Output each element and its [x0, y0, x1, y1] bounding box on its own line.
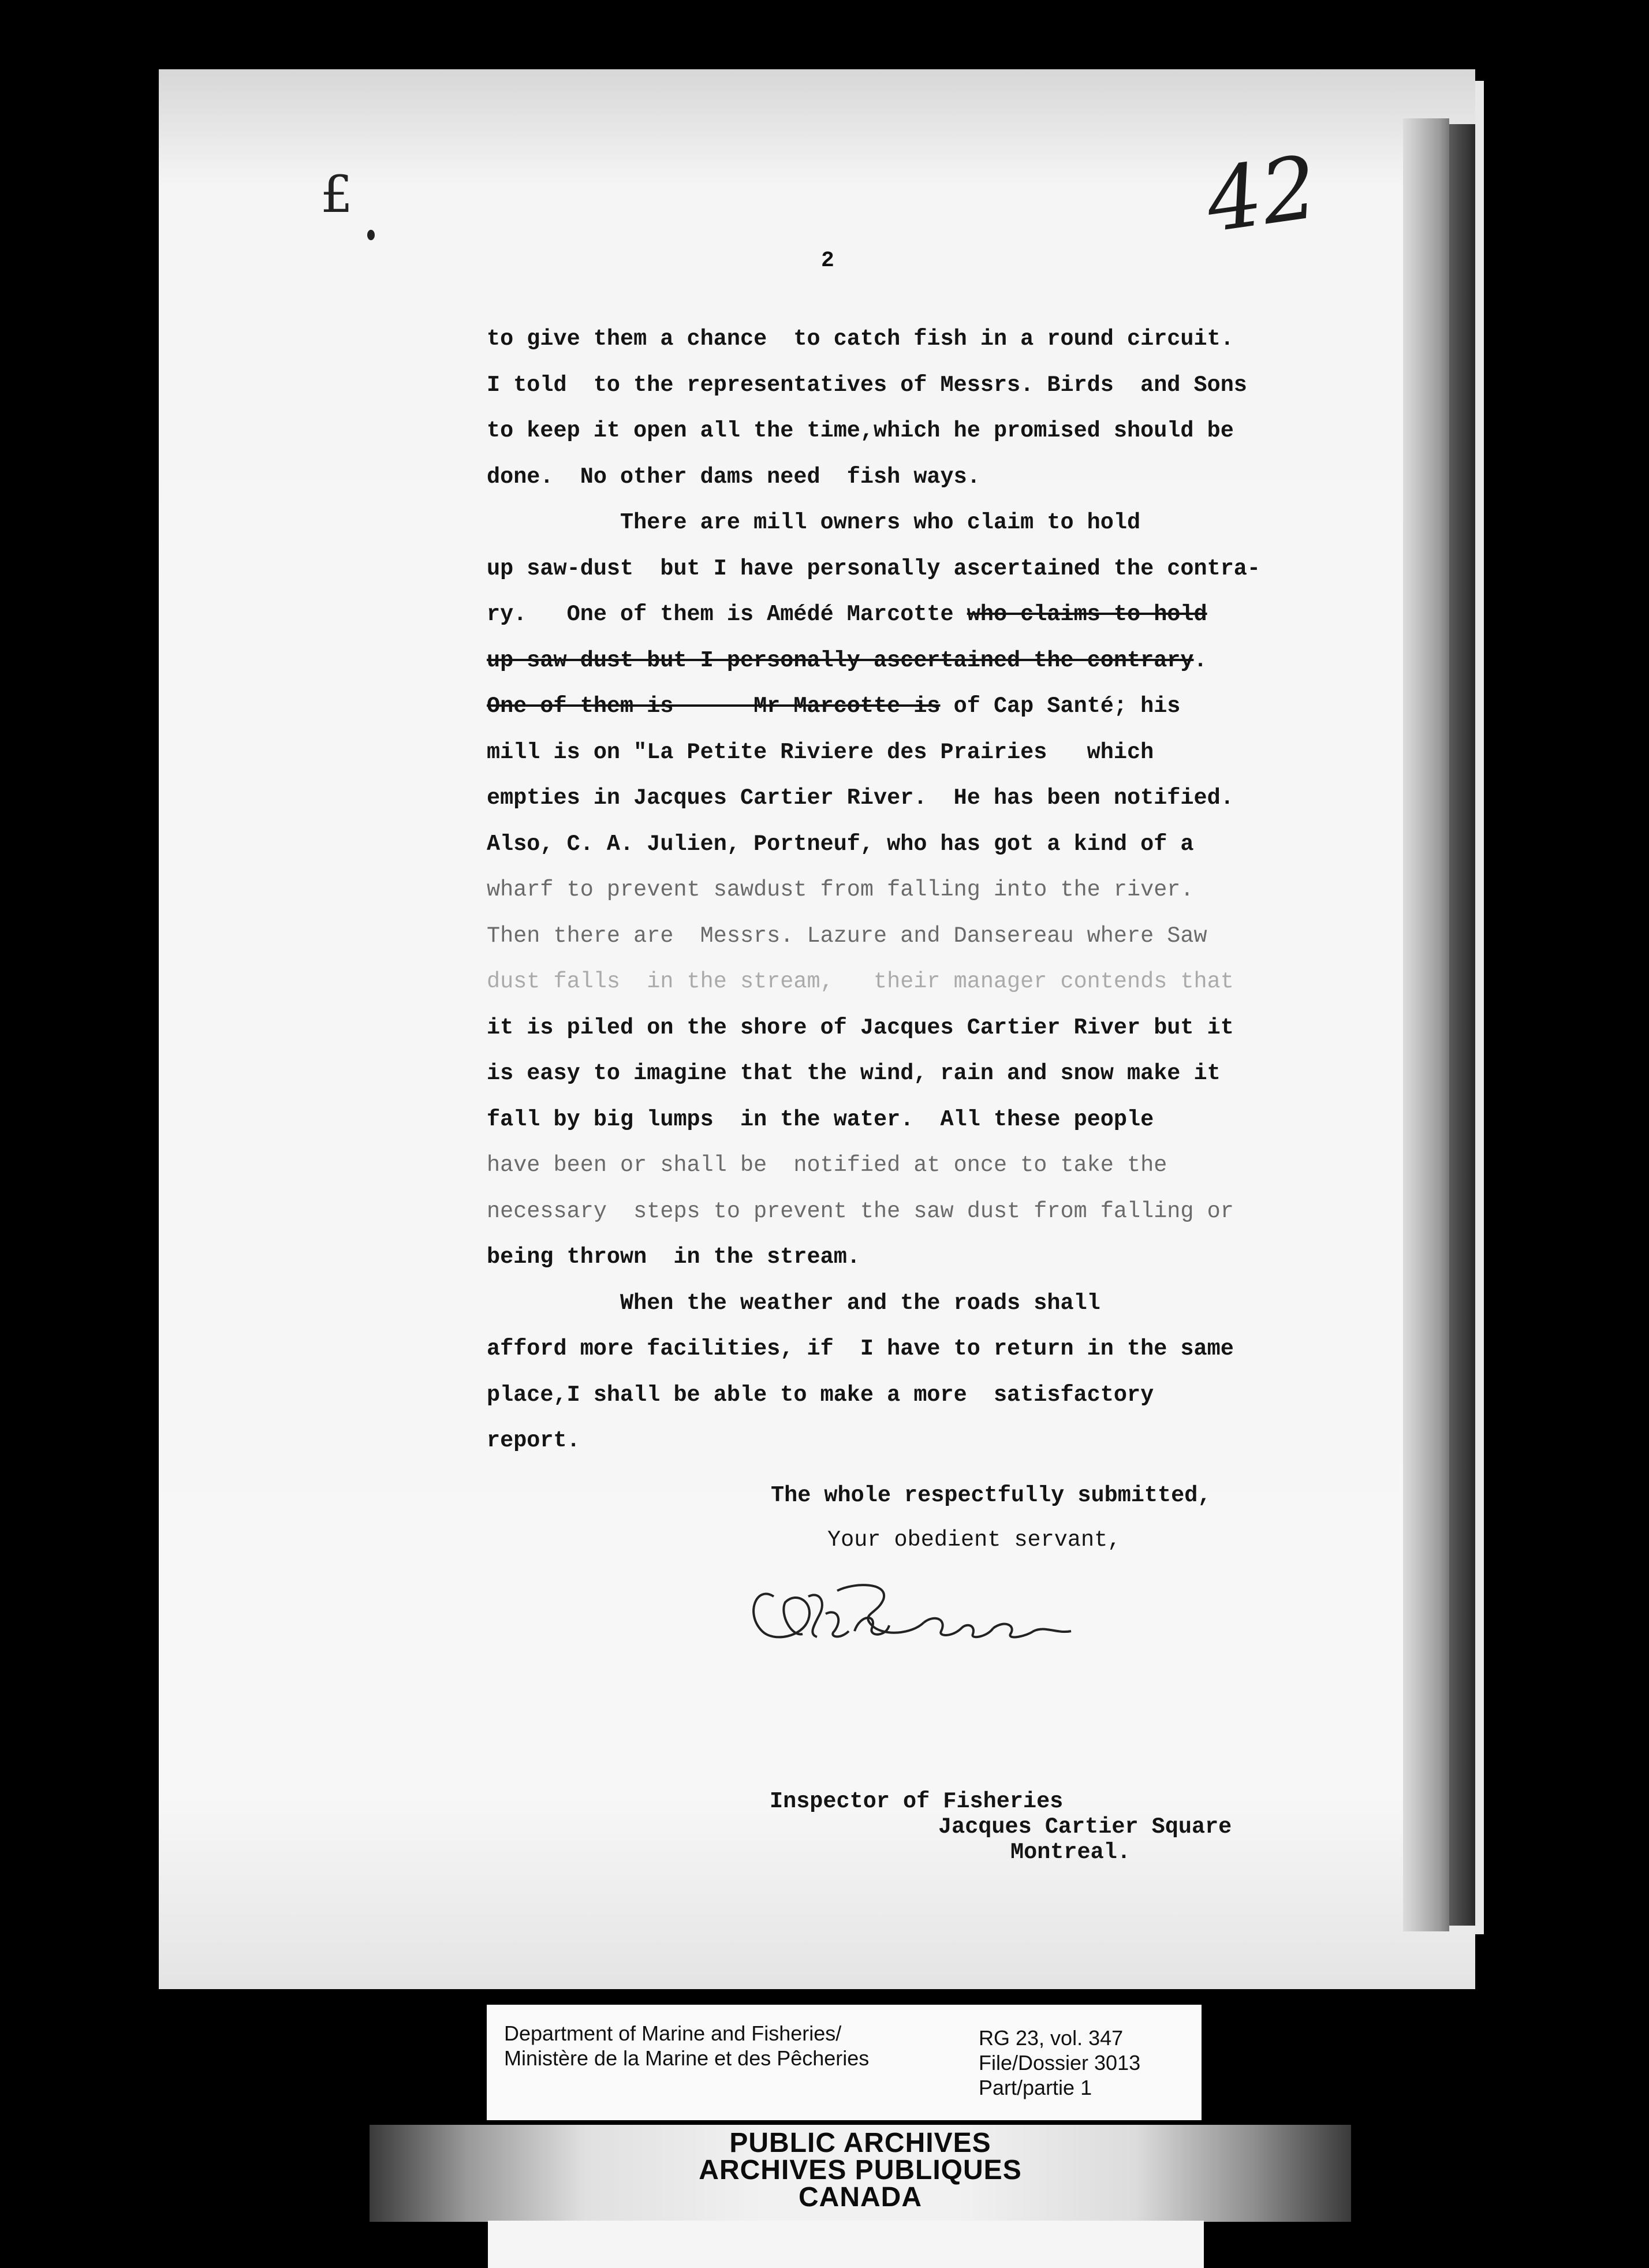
line-text: report.: [487, 1428, 580, 1453]
record-reference: [979, 2025, 1140, 2100]
text-line: [487, 1372, 1307, 1419]
line-text: afford more facilities, if I have to return in the same: [487, 1336, 1234, 1361]
line-text: fall by big lumps in the water. All these people: [487, 1106, 1154, 1132]
struck-text: up saw dust but I personally ascertained the contrary: [487, 647, 1194, 673]
department-label: [504, 2021, 869, 2071]
text-line: [487, 867, 1307, 913]
stamp-bottom-strip: [488, 2221, 1204, 2268]
part-number: Part/partie 1: [979, 2076, 1092, 2099]
closing-servant: Your obedient servant,: [827, 1527, 1121, 1553]
department-en: Department of Marine and Fisheries/: [504, 2021, 842, 2045]
text-line: [487, 1418, 1307, 1464]
page-edge: [1403, 118, 1449, 1931]
line-text: necessary steps to prevent the saw dust from falling or: [487, 1198, 1234, 1224]
closing-line: The whole respectfully submitted,: [771, 1483, 1211, 1508]
text-line: [487, 822, 1307, 868]
line-text: have been or shall be notified at once to take the: [487, 1152, 1167, 1178]
signoff-title: Inspector of Fisheries: [770, 1789, 1064, 1814]
line-text: up saw-dust but I have personally ascertained the contra-: [487, 555, 1261, 581]
text-line: [487, 316, 1307, 363]
struck-text: who claims to hold: [967, 602, 1207, 627]
corner-mark: £: [320, 165, 353, 224]
text-line: [487, 1143, 1307, 1189]
page-number: 2: [821, 248, 834, 273]
text-line: [487, 684, 1307, 730]
text-line: [487, 363, 1307, 409]
text-line: [487, 408, 1307, 454]
line-text: mill is on "La Petite Riviere des Prairies which: [487, 739, 1154, 765]
text-line: [487, 775, 1307, 822]
line-text: ry. One of them is Amédé Marcotte: [487, 602, 967, 627]
line-text: place,I shall be able to make a more satisfactory: [487, 1382, 1154, 1408]
department-fr: Ministère de la Marine et des Pêcheries: [504, 2046, 870, 2070]
text-line: [487, 500, 1307, 546]
stamp-line-1: PUBLIC ARCHIVES: [729, 2128, 991, 2158]
signoff-city: Montreal.: [1010, 1840, 1131, 1865]
text-line: [487, 1097, 1307, 1143]
ink-dot: [367, 230, 375, 240]
text-line: [487, 546, 1307, 592]
text-line: [487, 454, 1307, 501]
text-line: [487, 913, 1307, 960]
line-text: it is piled on the shore of Jacques Cartier River but it: [487, 1014, 1234, 1040]
line-text: being thrown in the stream.: [487, 1244, 860, 1270]
text-line: [487, 1234, 1307, 1281]
text-line: [487, 1051, 1307, 1097]
text-line: [487, 1189, 1307, 1235]
struck-text: One of them is Mr Marcotte is: [487, 693, 941, 719]
text-line: [487, 592, 1307, 638]
record-group: RG 23, vol. 347: [979, 2026, 1124, 2050]
line-continuation: of Cap Santé; his: [940, 693, 1181, 719]
text-line: [487, 638, 1307, 684]
line-text: I told to the representatives of Messrs. Birds and Sons: [487, 372, 1247, 398]
text-line: [487, 730, 1307, 776]
line-continuation: .: [1193, 647, 1207, 673]
line-text: empties in Jacques Cartier River. He has been notified.: [487, 785, 1234, 811]
text-line: [487, 1005, 1307, 1051]
line-text: Then there are Messrs. Lazure and Dansereau where Saw: [487, 923, 1207, 949]
stamp-line-2: ARCHIVES PUBLIQUES: [699, 2155, 1022, 2185]
folio-number: 42: [1200, 137, 1324, 252]
file-number: File/Dossier 3013: [979, 2051, 1141, 2075]
archive-reference-card: [487, 2005, 1202, 2120]
stamp-line-3: CANADA: [799, 2182, 922, 2213]
archive-stamp: [485, 2129, 1236, 2211]
line-text: is easy to imagine that the wind, rain and snow make it: [487, 1061, 1221, 1086]
line-text: wharf to prevent sawdust from falling into the river.: [487, 877, 1194, 902]
text-line: [487, 1281, 1307, 1327]
line-text: There are mill owners who claim to hold: [487, 510, 1141, 535]
letter-body: [487, 316, 1307, 1464]
line-text: When the weather and the roads shall: [487, 1290, 1100, 1316]
line-text: Also, C. A. Julien, Portneuf, who has got a kind of a: [487, 831, 1194, 857]
page-edge-dark: [1449, 124, 1475, 1926]
text-line: [487, 1326, 1307, 1372]
line-text: to give them a chance to catch fish in a round circuit.: [487, 326, 1234, 352]
handwritten-signature: [739, 1579, 1074, 1648]
signoff-address: Jacques Cartier Square: [938, 1814, 1232, 1840]
text-line: [487, 959, 1307, 1005]
line-text: done. No other dams need fish ways.: [487, 464, 980, 490]
line-text: dust falls in the stream, their manager contends that: [487, 969, 1234, 994]
line-text: to keep it open all the time,which he promised should be: [487, 418, 1234, 443]
